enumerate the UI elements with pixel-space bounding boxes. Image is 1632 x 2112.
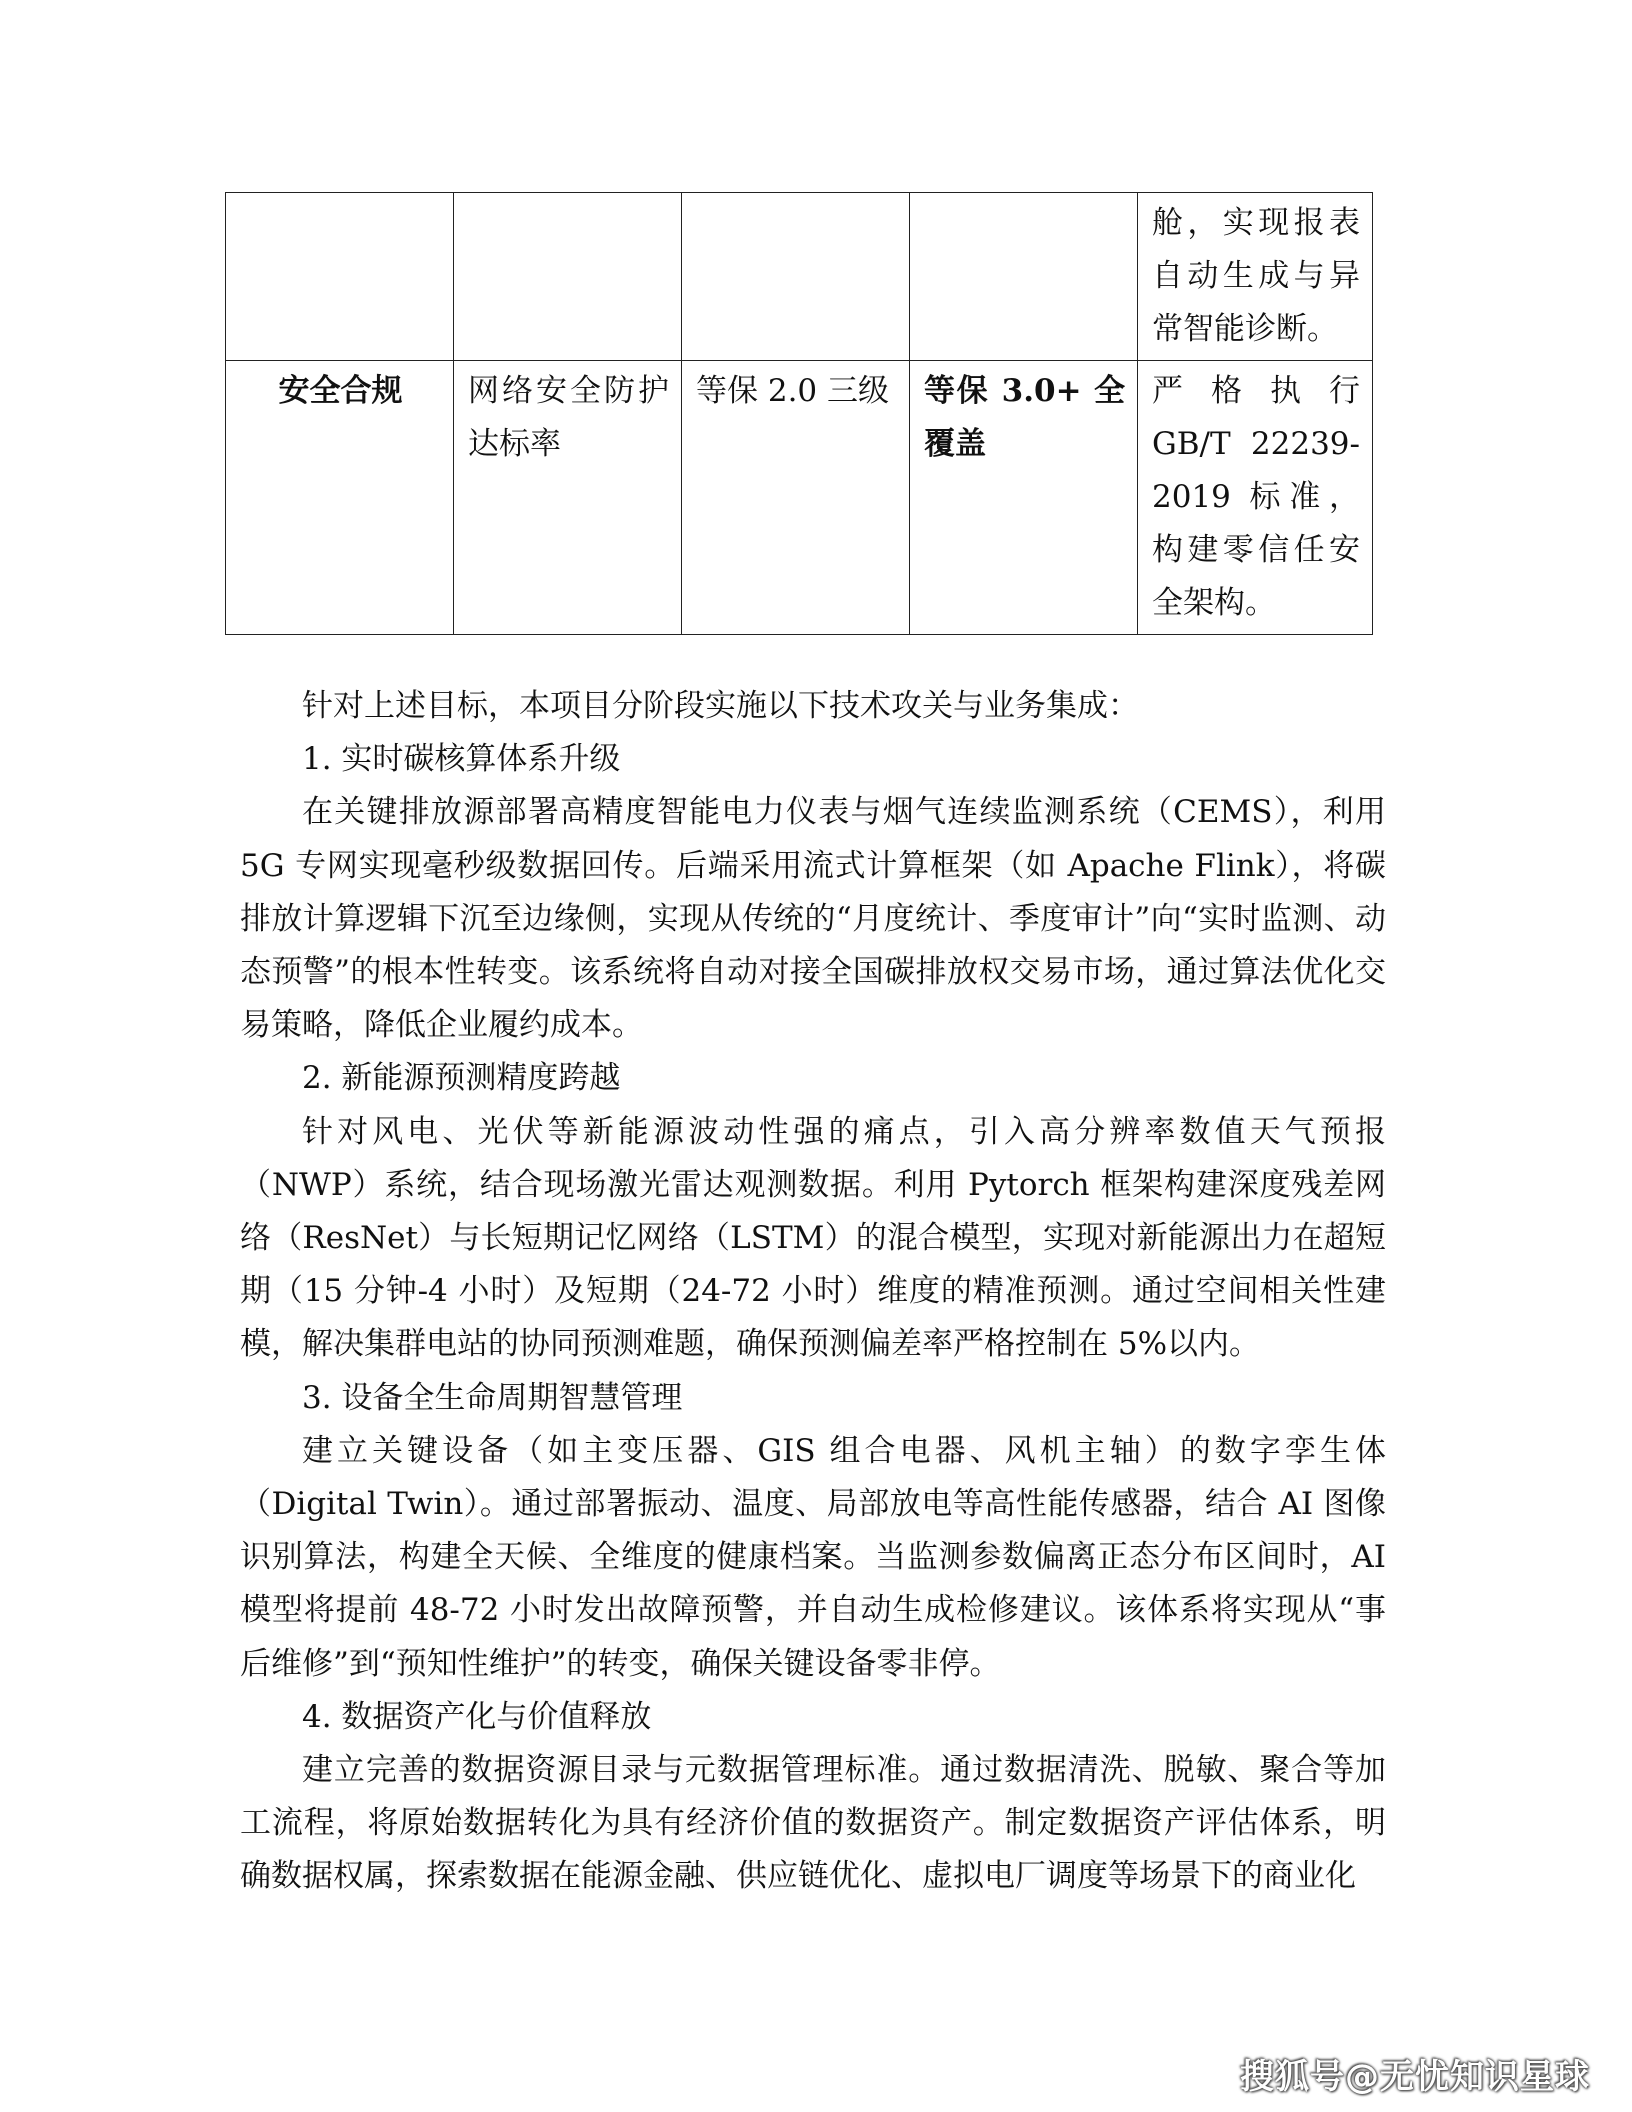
section-heading: 4. 数据资产化与价值释放 [302, 1698, 652, 1735]
intro-paragraph: 针对上述目标，本项目分阶段实施以下技术攻关与业务集成： [302, 688, 1139, 724]
table-cell-measure: 舱，实现报表自动生成与异常智能诊断。 [1138, 193, 1373, 361]
table-row [226, 193, 1373, 361]
table-cell [682, 193, 910, 361]
section-paragraph: 针对风电、光伏等新能源波动性强的痛点，引入高分辨率数值天气预报（NWP）系统，结合现场激光雷达观测数据。利用 Pytorch 框架构建深度残差网络（ResNet）与长短期记忆网络（LSTM）的混合模型，实现对新能源出力在超短期（15 分钟-4 小时）及短期（24-72 小时）维度的精准预测。通过空间相关性建模，解决集群电站的协同预测难题，确保预测偏差率严格控制在 5%以内。 [240, 1113, 1386, 1363]
targets-table [225, 192, 1373, 635]
section-heading: 2. 新能源预测精度跨越 [302, 1060, 621, 1097]
table-cell-baseline: 等保 2.0 三级 [682, 361, 910, 635]
section-paragraph: 建立完善的数据资源目录与元数据管理标准。通过数据清洗、脱敏、聚合等加工流程，将原始数据转化为具有经济价值的数据资产。制定数据资产评估体系，明确数据权属，探索数据在能源金融、供应链优化、虚拟电厂调度等场景下的商业化 [240, 1752, 1386, 1895]
table-cell [454, 193, 682, 361]
table-cell-measure: 严格执行 GB/T 22239-2019 标准，构建零信任安全架构。 [1138, 361, 1373, 635]
table-cell [910, 193, 1138, 361]
watermark: 搜狐号@无忧知识星球 [1240, 2057, 1590, 2097]
body-text [240, 680, 1386, 1904]
table-row [226, 361, 1373, 635]
section-heading: 3. 设备全生命周期智慧管理 [302, 1379, 683, 1416]
table-cell [226, 193, 454, 361]
table-cell-category: 安全合规 [226, 361, 454, 635]
table-cell-target: 等保 3.0+ 全覆盖 [910, 361, 1138, 635]
section-paragraph: 建立关键设备（如主变压器、GIS 组合电器、风机主轴）的数字孪生体（Digital Twin）。通过部署振动、温度、局部放电等高性能传感器，结合 AI 图像识别算法，构建全天候、全维度的健康档案。当监测参数偏离正态分布区间时，AI 模型将提前 48-72 小时发出故障预警，并自动生成检修建议。该体系将实现从“事后维修”到“预知性维护”的转变，确保关键设备零非停。 [240, 1432, 1386, 1682]
table-cell-indicator: 网络安全防护达标率 [454, 361, 682, 635]
section-heading: 1. 实时碳核算体系升级 [302, 741, 621, 778]
section-paragraph: 在关键排放源部署高精度智能电力仪表与烟气连续监测系统（CEMS），利用 5G 专网实现毫秒级数据回传。后端采用流式计算框架（如 Apache Flink），将碳排放计算逻辑下沉至边缘侧，实现从传统的“月度统计、季度审计”向“实时监测、动态预警”的根本性转变。该系统将自动对接全国碳排放权交易市场，通过算法优化交易策略，降低企业履约成本。 [240, 794, 1386, 1044]
